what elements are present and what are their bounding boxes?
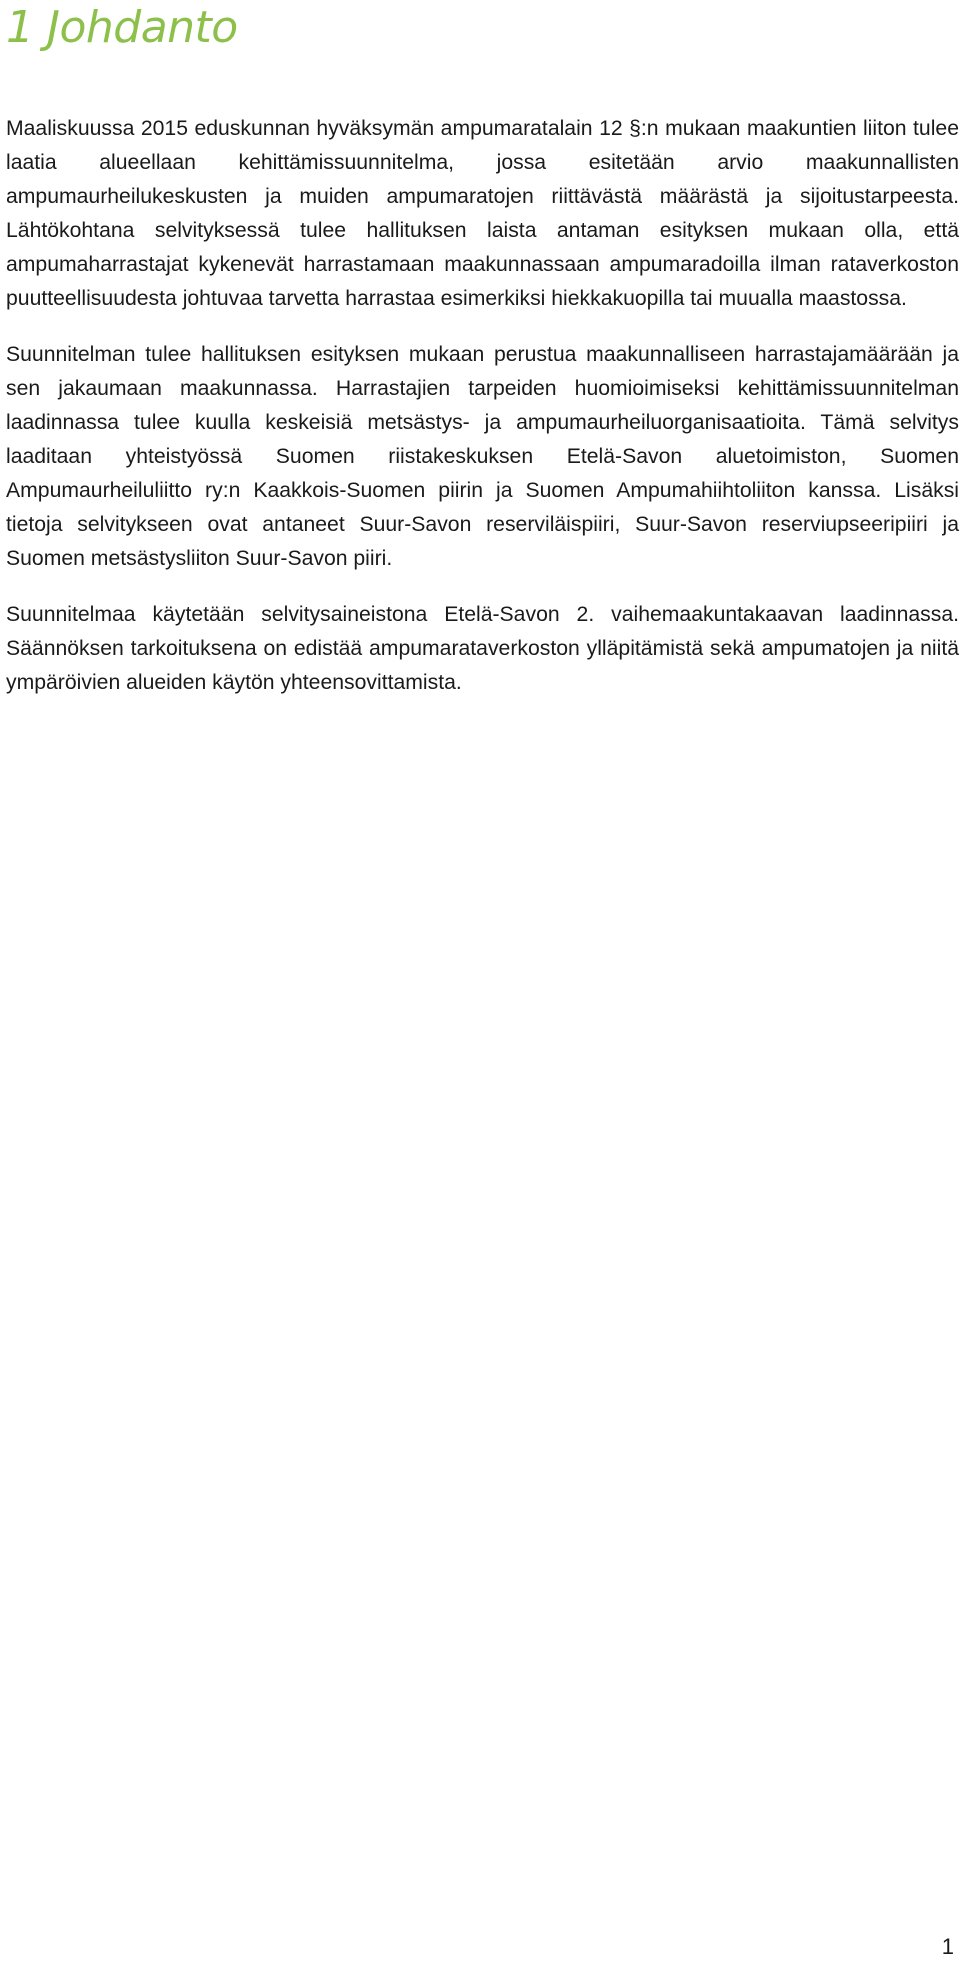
paragraph-3: Suunnitelmaa käytetään selvitysaineistona Etelä-Savon 2. vaihemaakuntakaavan laadinnassa. Säännöksen tarkoituksena on edistää ampumarataverkoston ylläpitämistä sekä ampumatojen ja niitä ympäröivien alueiden käytön yhteensovittamista. — [6, 603, 959, 694]
chapter-heading: 1 Johdanto — [6, 2, 238, 53]
page-number: 1 — [941, 1934, 954, 1959]
body-text — [6, 112, 959, 722]
paragraph-2: Suunnitelman tulee hallituksen esityksen mukaan perustua maakunnalliseen harrastajamäärään ja sen jakaumaan maakunnassa. Harrastajien tarpeiden huomioimiseksi kehittämissuunnitelman laadinnassa tulee kuulla keskeisiä metsästys- ja ampumaurheiluorganisaatioita. Tämä selvitys laaditaan yhteistyössä Suomen riistakeskuksen Etelä-Savon aluetoimiston, Suomen Ampumaurheiluliitto ry:n Kaakkois-Suomen piirin ja Suomen Ampumahiihtoliiton kanssa. Lisäksi tietoja selvitykseen ovat antaneet Suur-Savon reserviläispiiri, Suur-Savon reserviupseeripiiri ja Suomen metsästysliiton Suur-Savon piiri. — [6, 343, 959, 570]
paragraph-1: Maaliskuussa 2015 eduskunnan hyväksymän ampumaratalain 12 §:n mukaan maakuntien liiton tulee laatia alueellaan kehittämissuunnitelma, jossa esitetään arvio maakunnallisten ampumaurheilukeskusten ja muiden ampumaratojen riittävästä määrästä ja sijoitustarpeesta. Lähtökohtana selvityksessä tulee hallituksen laista antaman esityksen mukaan olla, että ampumaharrastajat kykenevät harrastamaan maakunnassaan ampumaradoilla ilman rataverkoston puutteellisuudesta johtuvaa tarvetta harrastaa esimerkiksi hiekkakuopilla tai muualla maastossa. — [6, 117, 959, 310]
